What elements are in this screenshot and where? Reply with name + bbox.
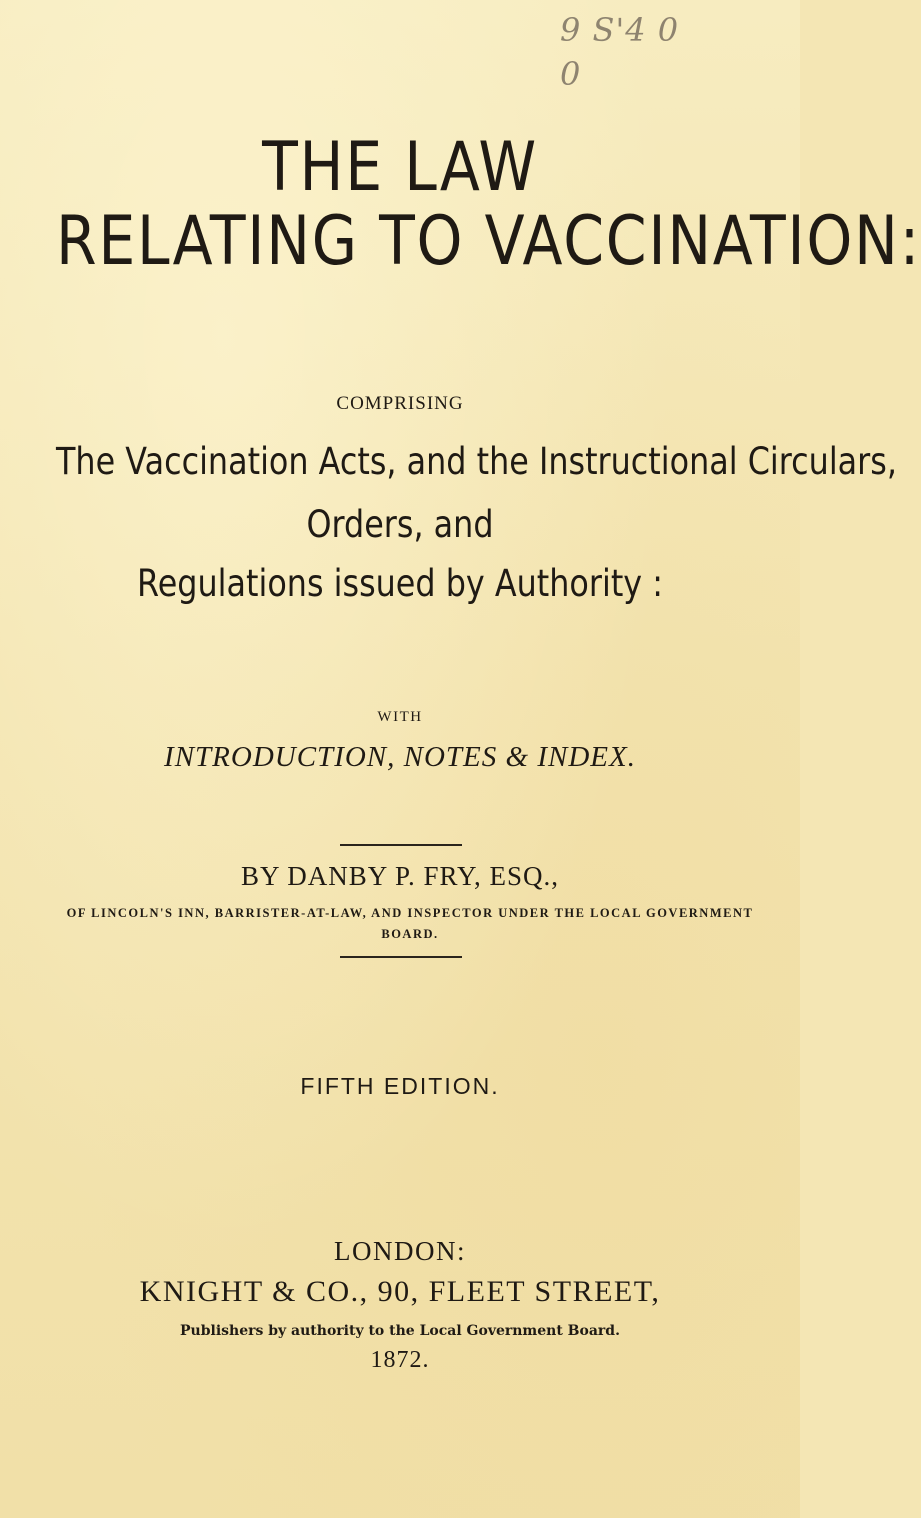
- imprint-note: Publishers by authority to the Local Government Board.: [180, 1323, 620, 1339]
- contents-line-3: Regulations issued by Authority :: [137, 562, 663, 605]
- contents-line-1: The Vaccination Acts, and the Instructional Circulars,: [56, 440, 897, 483]
- divider-bottom: [340, 956, 462, 958]
- title-line-2: RELATING TO VACCINATION:: [56, 202, 921, 281]
- comprising-label: COMPRISING: [336, 393, 464, 414]
- introduction-line: INTRODUCTION, NOTES & INDEX.: [164, 741, 636, 773]
- title-line-1: THE LAW: [262, 128, 538, 207]
- divider-top: [340, 844, 462, 846]
- author-name: BY DANBY P. FRY, ESQ.,: [240, 861, 560, 891]
- handwritten-shelfmark: 9 S'4 0 0: [560, 11, 680, 93]
- imprint-city: LONDON:: [334, 1236, 466, 1266]
- contents-line-2: Orders, and: [306, 503, 494, 546]
- imprint-publisher: KNIGHT & CO., 90, FLEET STREET,: [139, 1275, 661, 1308]
- with-label: WITH: [377, 709, 423, 725]
- imprint-year: 1872.: [370, 1347, 430, 1373]
- edition-label: FIFTH EDITION.: [300, 1073, 500, 1099]
- author-credentials: OF LINCOLN'S INN, BARRISTER-AT-LAW, AND INSPECTOR UNDER THE LOCAL GOVERNMENT BOARD.: [66, 906, 754, 941]
